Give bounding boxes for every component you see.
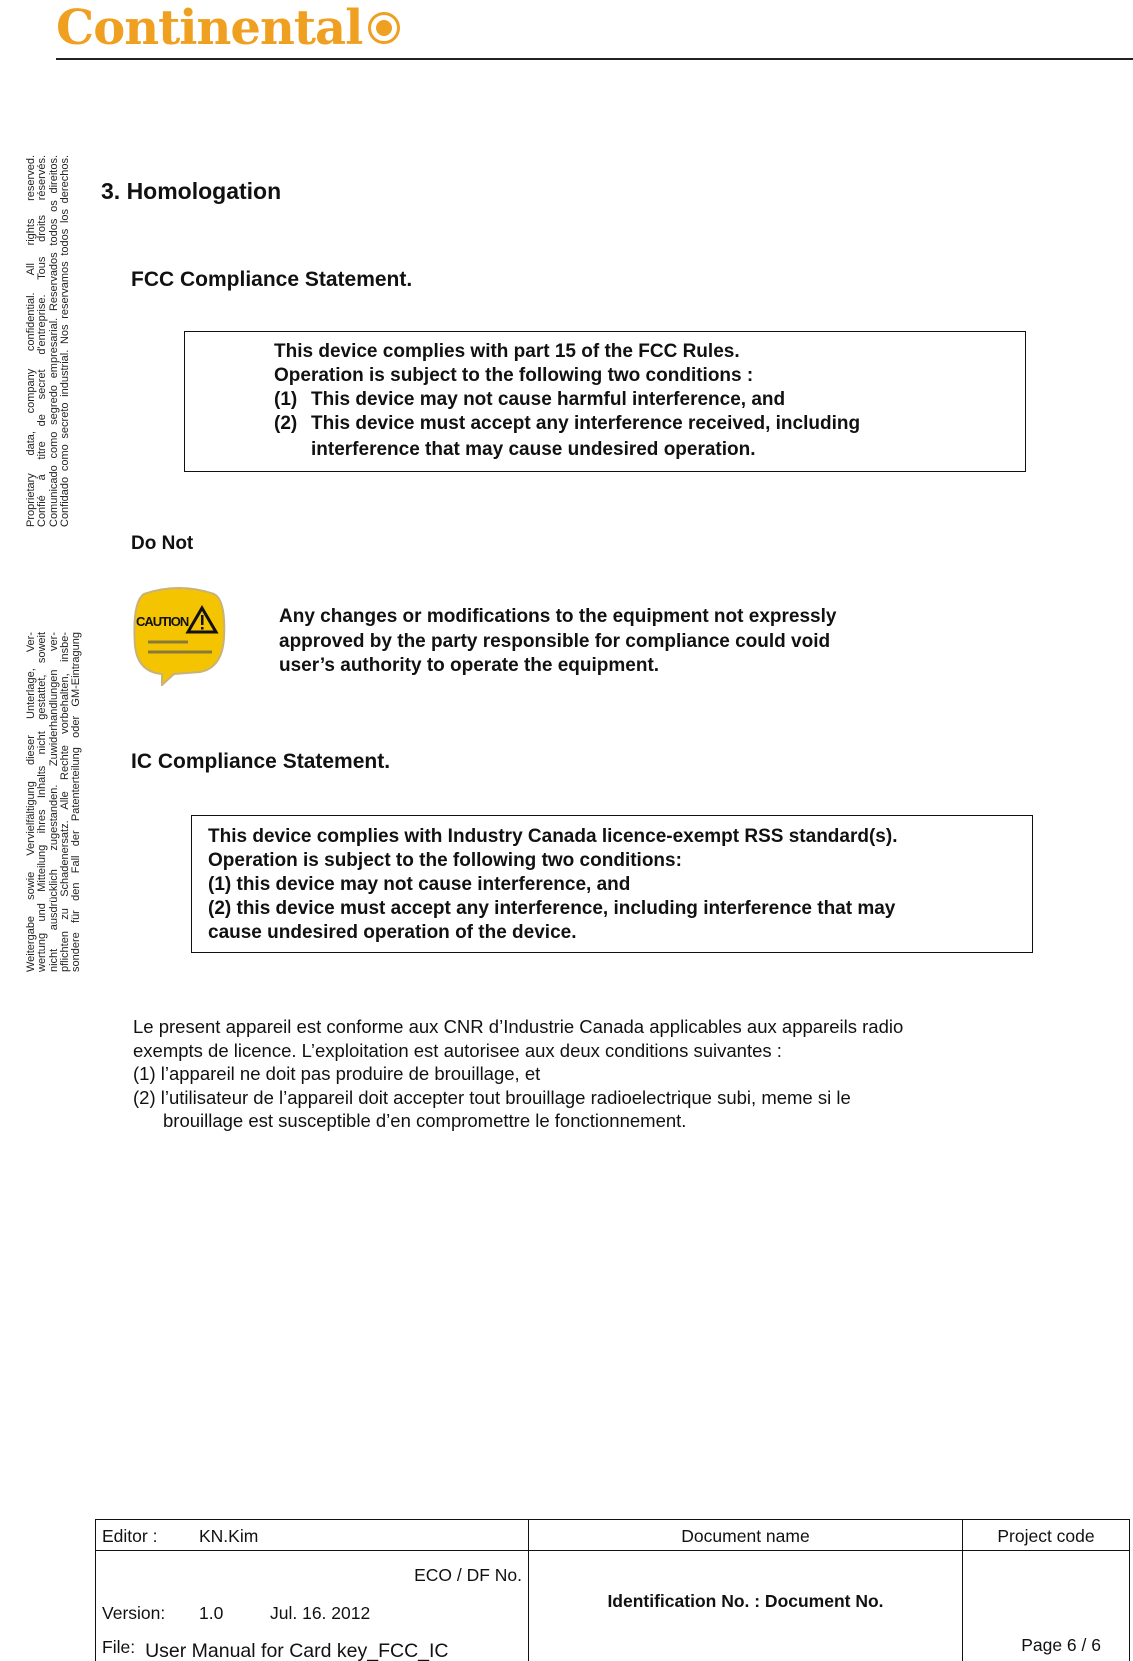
reproduction-notice — [26, 632, 82, 972]
editor-label: Editor : — [102, 1526, 158, 1546]
fcc-line: Operation is subject to the following two conditions : — [274, 365, 754, 386]
file-label: File: — [102, 1637, 136, 1657]
ic-heading: IC Compliance Statement. — [131, 750, 391, 773]
french-line: (2) l’utilisateur de l’appareil doit accepter tout brouillage radioelectrique subi, meme si le — [133, 1086, 851, 1108]
notice-line: sondere für den Fall der Patenterteilung oder GM-Eintragung — [70, 632, 83, 972]
version-line — [102, 1603, 370, 1624]
eco-df-label: ECO / DF No. — [414, 1565, 522, 1585]
french-line: exempts de licence. L’exploitation est autorisee aux deux conditions suivantes : — [133, 1039, 782, 1061]
section-title: 3. Homologation — [101, 178, 282, 204]
confidentiality-notice — [26, 155, 71, 527]
brand-name: Continental — [56, 0, 363, 56]
notice-line: Confidado como secreto industrial. Nos reservamos todos los derechos. — [58, 155, 71, 527]
header-rule — [56, 58, 1133, 60]
french-statement — [133, 1015, 1033, 1133]
document-name-label: Document name — [529, 1520, 963, 1551]
ic-line: (2) this device must accept any interference, including interference that may — [208, 898, 896, 919]
caution-line: Any changes or modifications to the equipment not expressly — [279, 606, 837, 627]
version-value: 1.0 — [199, 1603, 224, 1623]
ic-line: (1) this device may not cause interference, and — [208, 874, 631, 895]
version-label: Version: — [102, 1603, 166, 1623]
ic-statement-box — [191, 815, 1033, 953]
caution-text — [279, 605, 919, 679]
project-code-label: Project code — [963, 1520, 1130, 1551]
version-date: Jul. 16. 2012 — [270, 1603, 371, 1623]
condition-number: (1) — [274, 389, 298, 410]
condition-text: This device must accept any interference received, including — [311, 413, 861, 434]
notice-line: Weitergabe sowie Vervielfältigung dieser Unterlage, Ver- — [25, 632, 37, 972]
notice-line: nicht ausdrücklich zugestanden. Zuwiderhandlungen ver- — [47, 632, 60, 972]
notice-line: Confié à titre de secret d'entreprise. Tous droits réservés. — [36, 155, 49, 527]
editor-cell — [96, 1520, 529, 1551]
document-footer-table — [95, 1519, 1130, 1661]
condition-continuation: interference that may cause undesired operation. — [311, 439, 756, 460]
notice-line: pflichten zu Schadenersatz. Alle Rechte vorbehalten, insbe- — [58, 632, 71, 972]
caution-line: user’s authority to operate the equipment. — [279, 655, 660, 676]
notice-line: wertung und Mitteilung ihres Inhalts nicht gestattet, soweit — [36, 632, 49, 972]
document-number: Identification No. : Document No. — [529, 1551, 963, 1661]
notice-line: Proprietary data, company confidential. All rights reserved. — [25, 155, 37, 527]
horse-seal-icon — [368, 12, 400, 44]
fcc-statement-box — [184, 331, 1026, 472]
editor-value: KN.Kim — [199, 1526, 259, 1546]
condition-text: This device may not cause harmful interference, and — [311, 389, 786, 410]
file-value: User Manual for Card key_FCC_IC — [145, 1640, 449, 1661]
version-file-cell — [96, 1551, 529, 1661]
file-line — [102, 1636, 449, 1659]
caution-label: CAUTION — [136, 614, 189, 629]
fcc-condition-1 — [274, 388, 1025, 412]
caution-line: approved by the party responsible for compliance could void — [279, 630, 831, 652]
page-number: Page 6 / 6 — [1021, 1635, 1101, 1655]
ic-line: Operation is subject to the following two conditions: — [208, 850, 682, 871]
notice-line: Comunicado como segredo empresarial. Reservados todos os direitos. — [47, 155, 60, 527]
ic-line: This device complies with Industry Canada licence-exempt RSS standard(s). — [208, 826, 898, 847]
french-line: brouillage est susceptible d’en compromettre le fonctionnement. — [163, 1110, 687, 1131]
french-line: (1) l’appareil ne doit pas produire de brouillage, et — [133, 1063, 541, 1084]
condition-number: (2) — [274, 413, 298, 434]
continental-logo — [56, 2, 400, 54]
french-line: Le present appareil est conforme aux CNR d’Industrie Canada applicables aux appareils radio — [133, 1016, 904, 1037]
do-not-heading: Do Not — [131, 533, 194, 554]
page-cell — [963, 1551, 1130, 1661]
caution-icon — [132, 586, 226, 686]
fcc-line: This device complies with part 15 of the FCC Rules. — [274, 341, 740, 362]
fcc-heading: FCC Compliance Statement. — [131, 268, 413, 291]
ic-line: cause undesired operation of the device. — [208, 922, 577, 943]
fcc-condition-2 — [274, 412, 1025, 436]
